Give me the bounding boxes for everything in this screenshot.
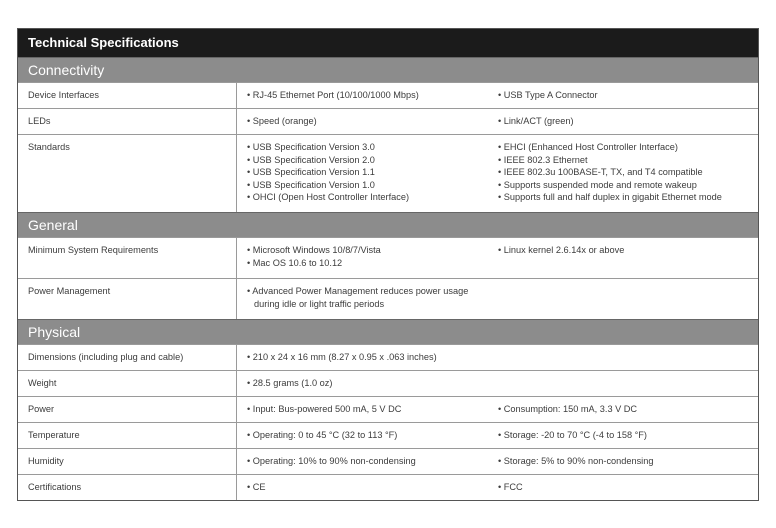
spec-value: • Link/ACT (green) (498, 115, 758, 128)
spec-row (18, 396, 758, 422)
spec-value: • RJ-45 Ethernet Port (10/100/1000 Mbps) (247, 89, 498, 102)
spec-row (18, 134, 758, 212)
spec-label: Power (18, 397, 237, 422)
spec-values (498, 83, 758, 108)
spec-label: Dimensions (including plug and cable) (18, 345, 237, 370)
spec-values (498, 449, 758, 474)
spec-label: Weight (18, 371, 237, 396)
spec-value: • Storage: 5% to 90% non-condensing (498, 455, 758, 468)
spec-value: • Storage: -20 to 70 °C (-4 to 158 °F) (498, 429, 758, 442)
spec-value: • Operating: 0 to 45 °C (32 to 113 °F) (247, 429, 498, 442)
spec-values (237, 238, 498, 278)
spec-values (237, 279, 498, 319)
spec-values (498, 238, 758, 278)
spec-title: Technical Specifications (18, 29, 758, 57)
spec-row (18, 422, 758, 448)
spec-values (498, 371, 758, 396)
section-header: Connectivity (18, 57, 758, 82)
spec-row (18, 108, 758, 134)
spec-values (498, 423, 758, 448)
spec-value: • USB Type A Connector (498, 89, 758, 102)
spec-value: • Consumption: 150 mA, 3.3 V DC (498, 403, 758, 416)
spec-label: Standards (18, 135, 237, 212)
spec-label: Certifications (18, 475, 237, 500)
spec-value: • USB Specification Version 3.0 (247, 141, 498, 154)
spec-row (18, 344, 758, 370)
spec-value: • OHCI (Open Host Controller Interface) (247, 191, 498, 204)
spec-value: • USB Specification Version 1.0 (247, 179, 498, 192)
spec-label: Humidity (18, 449, 237, 474)
spec-value: • USB Specification Version 2.0 (247, 154, 498, 167)
spec-row (18, 370, 758, 396)
spec-value: • EHCI (Enhanced Host Controller Interface) (498, 141, 758, 154)
spec-value: • Microsoft Windows 10/8/7/Vista (247, 244, 498, 257)
spec-body (18, 57, 758, 500)
spec-values (237, 397, 498, 422)
spec-value: • USB Specification Version 1.1 (247, 166, 498, 179)
spec-value: • IEEE 802.3 Ethernet (498, 154, 758, 167)
section-header: Physical (18, 319, 758, 344)
spec-row (18, 474, 758, 500)
spec-values (237, 371, 498, 396)
spec-label: LEDs (18, 109, 237, 134)
spec-row (18, 278, 758, 319)
spec-label: Temperature (18, 423, 237, 448)
spec-row (18, 82, 758, 108)
spec-values (237, 135, 498, 212)
spec-values (237, 345, 498, 370)
spec-values (237, 475, 498, 500)
spec-label: Device Interfaces (18, 83, 237, 108)
spec-value: • Supports full and half duplex in gigabit Ethernet mode (498, 191, 758, 204)
spec-values (237, 83, 498, 108)
spec-values (498, 397, 758, 422)
spec-values (237, 423, 498, 448)
spec-value: • Advanced Power Management reduces power usage (247, 285, 498, 298)
spec-value: • 28.5 grams (1.0 oz) (247, 377, 498, 390)
spec-values (498, 135, 758, 212)
spec-value: • IEEE 802.3u 100BASE-T, TX, and T4 compatible (498, 166, 758, 179)
section-header: General (18, 212, 758, 237)
spec-row (18, 448, 758, 474)
spec-values (498, 279, 758, 319)
spec-value: • Mac OS 10.6 to 10.12 (247, 257, 498, 270)
spec-values (237, 109, 498, 134)
spec-value: • Operating: 10% to 90% non-condensing (247, 455, 498, 468)
spec-value-continued: during idle or light traffic periods (254, 298, 385, 309)
spec-values (498, 109, 758, 134)
spec-values (498, 475, 758, 500)
spec-value: • Linux kernel 2.6.14x or above (498, 244, 758, 257)
spec-value: • Input: Bus-powered 500 mA, 5 V DC (247, 403, 498, 416)
spec-value: • Supports suspended mode and remote wakeup (498, 179, 758, 192)
spec-values (237, 449, 498, 474)
spec-row (18, 237, 758, 278)
spec-value: • FCC (498, 481, 758, 494)
spec-label: Power Management (18, 279, 237, 319)
spec-value: • 210 x 24 x 16 mm (8.27 x 0.95 x .063 inches) (247, 351, 498, 364)
spec-values (498, 345, 758, 370)
spec-value: • Speed (orange) (247, 115, 498, 128)
spec-value: • CE (247, 481, 498, 494)
spec-table (17, 28, 759, 501)
spec-label: Minimum System Requirements (18, 238, 237, 278)
